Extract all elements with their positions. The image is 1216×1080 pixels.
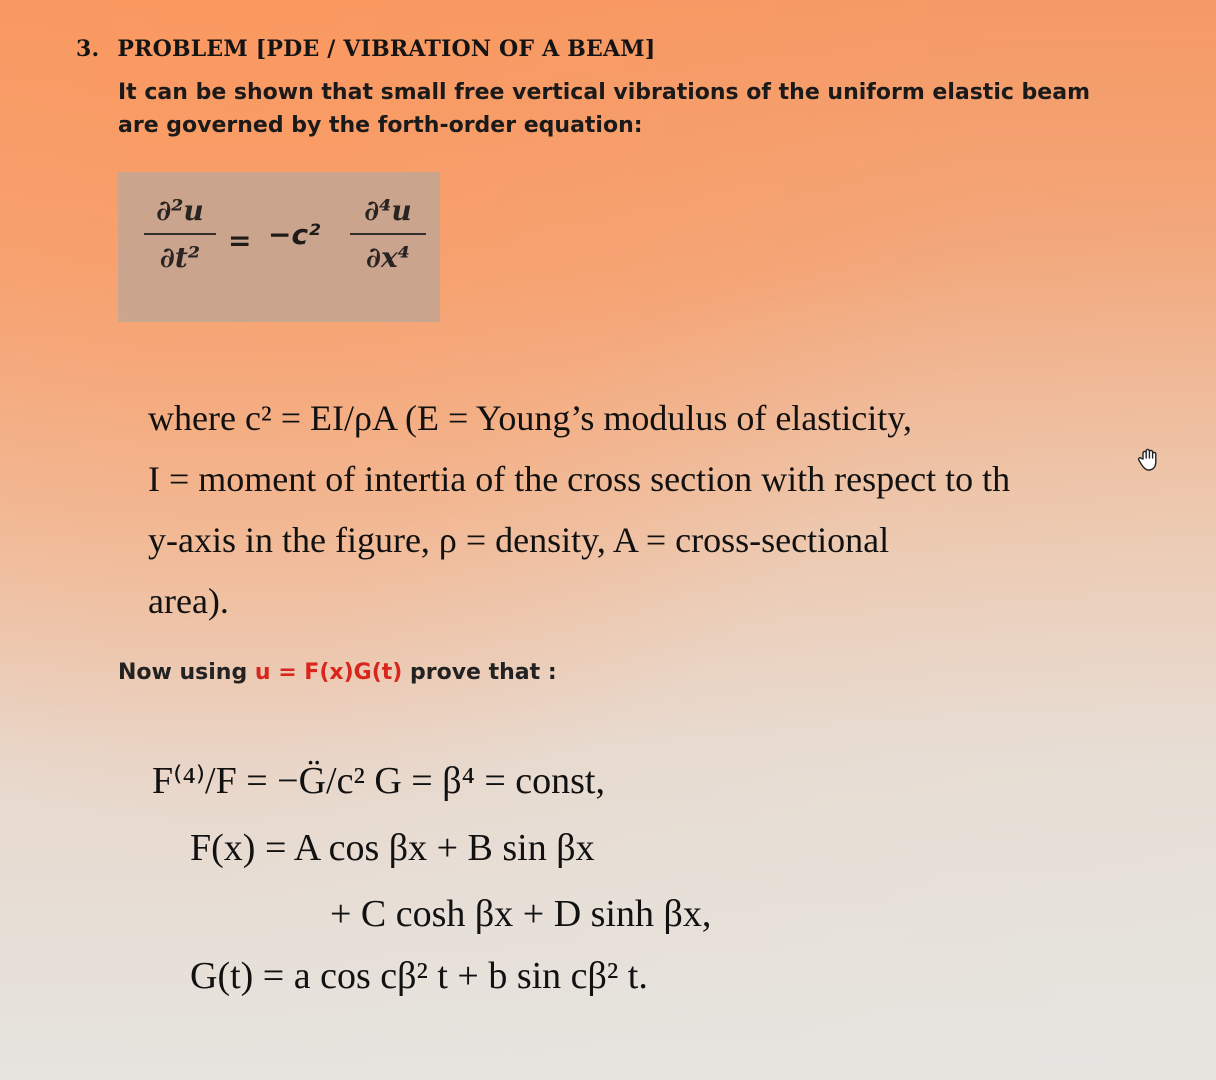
pde-lhs-denominator: ∂t²: [159, 241, 201, 274]
result-equation-1: F⁽⁴⁾/F = −G̈/c² G = β⁴ = const,: [152, 760, 605, 802]
problem-title: PROBLEM [PDE / VIBRATION OF A BEAM]: [117, 36, 656, 62]
hand-icon: [1136, 446, 1162, 472]
intro-line-1: It can be shown that small free vertical vibrations of the uniform elastic beam: [118, 80, 1090, 105]
result-equation-4: G(t) = a cos cβ² t + b sin cβ² t.: [190, 955, 648, 997]
pde-rhs-fraction: [350, 194, 426, 274]
problem-heading: [76, 36, 655, 62]
where-line-3: y-axis in the figure, ρ = density, A = cross-sectional: [148, 520, 890, 560]
result-equation-2: F(x) = A cos βx + B sin βx: [190, 827, 595, 869]
where-line-1: where c² = EI/ρA (E = Young’s modulus of elasticity,: [148, 398, 912, 438]
result-equation-3: + C cosh βx + D sinh βx,: [330, 893, 712, 935]
instruction-prefix: Now using: [118, 660, 255, 685]
where-paragraph: [148, 388, 1158, 632]
pde-rhs-denominator: ∂x⁴: [366, 241, 410, 274]
intro-line-2: are governed by the forth-order equation:: [118, 113, 643, 138]
substitution-formula: u = F(x)G(t): [254, 660, 403, 685]
fraction-bar: [144, 233, 216, 235]
problem-number: 3.: [76, 36, 100, 62]
instruction-line: [118, 660, 557, 685]
intro-paragraph: [118, 76, 1118, 142]
pde-equals: =: [228, 224, 252, 257]
pde-rhs-numerator: ∂⁴u: [364, 194, 412, 227]
pde-equation-box: [118, 172, 440, 322]
instruction-suffix: prove that :: [402, 660, 557, 685]
pde-lhs-fraction: [144, 194, 216, 274]
pde-coefficient: −c²: [268, 218, 321, 251]
where-line-2: I = moment of intertia of the cross section with respect to th: [148, 459, 1011, 499]
where-line-4: area).: [148, 581, 229, 621]
pde-lhs-numerator: ∂²u: [156, 194, 204, 227]
fraction-bar: [350, 233, 426, 235]
